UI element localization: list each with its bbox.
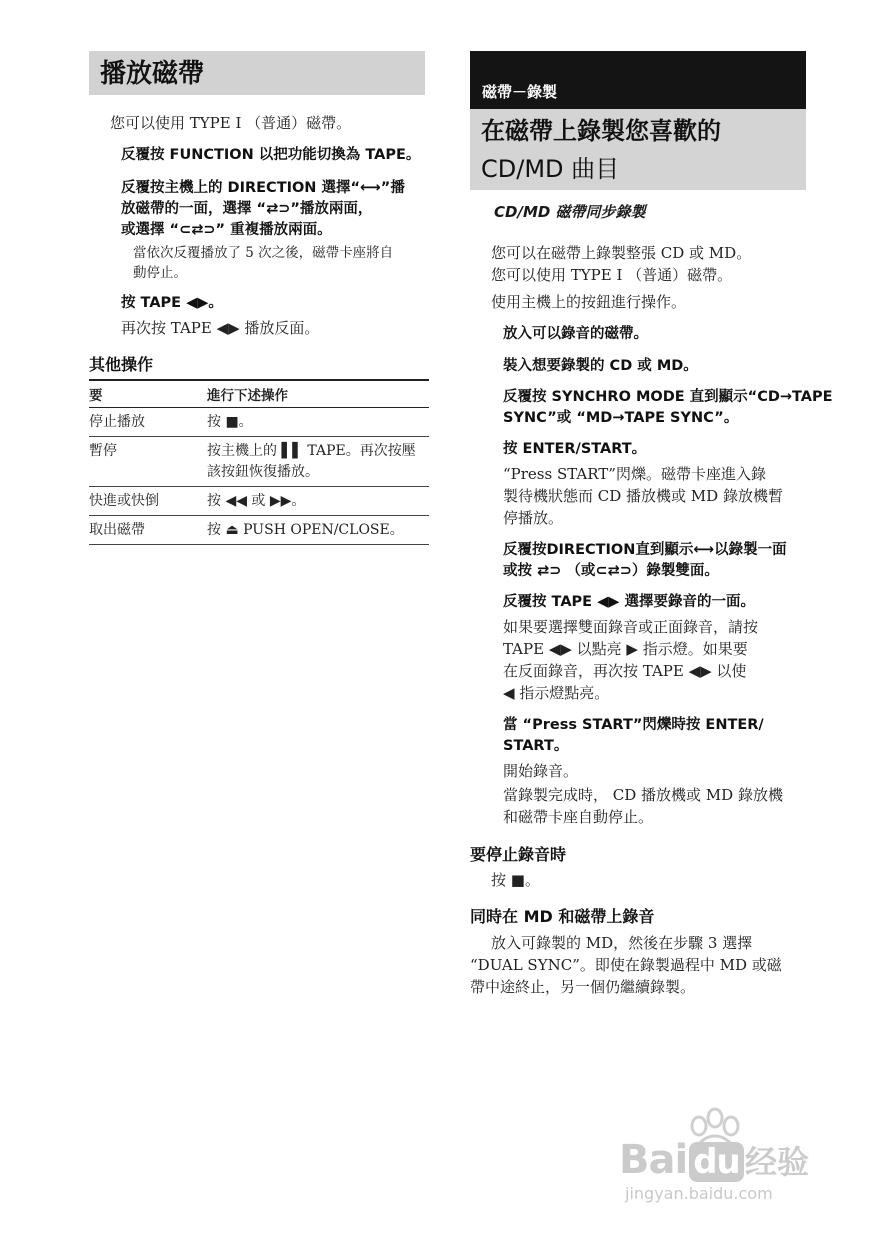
- right-step-1: 放入可以錄音的磁帶。: [503, 326, 648, 342]
- right-intro-2: 您可以使用 TYPE I （普通）磁帶。: [491, 266, 733, 284]
- stop-recording-text: 按 ■。: [491, 871, 540, 889]
- other-ops-heading: 其他操作: [89, 355, 154, 374]
- left-step-2-line1: 反覆按主機上的 DIRECTION 選擇“⟷”播: [121, 180, 405, 196]
- right-step-4-desc-1: “Press START”閃爍。磁帶卡座進入錄: [503, 465, 766, 483]
- right-step-4: 按 ENTER/START。: [503, 441, 647, 457]
- left-step-2-line2: 放磁帶的一面，選擇 “⇄⊃”播放兩面，: [121, 201, 373, 217]
- right-title-line2: CD/MD 曲目: [481, 155, 620, 183]
- left-step-3: 按 TAPE ◀▶。: [121, 295, 223, 311]
- baidu-watermark: [615, 1120, 825, 1210]
- right-step-6-desc-4: ◀ 指示燈點亮。: [503, 684, 610, 702]
- left-step-2-line3: 或選擇 “⊂⇄⊃” 重複播放兩面。: [121, 222, 332, 238]
- table-row: [89, 408, 429, 437]
- table-row: [89, 516, 429, 545]
- right-intro-3: 使用主機上的按鈕進行操作。: [491, 293, 687, 311]
- left-intro: 您可以使用 TYPE I （普通）磁帶。: [110, 114, 352, 132]
- table-row: [89, 487, 429, 516]
- right-step-7-line1: 當 “Press START”閃爍時按 ENTER/: [503, 717, 764, 733]
- right-section-label: 磁帶－錄製: [482, 83, 558, 101]
- right-step-5-line2: 或按 ⇄⊃ （或⊂⇄⊃）錄製雙面。: [503, 563, 719, 579]
- right-step-6-desc-3: 在反面錄音，再次按 TAPE ◀▶ 以使: [503, 662, 747, 680]
- table-header-col2: 進行下述操作: [207, 380, 429, 408]
- right-step-4-desc-3: 停播放。: [503, 509, 564, 527]
- table-row: [89, 437, 429, 487]
- table-header-col1: 要: [89, 380, 207, 408]
- operations-table: [89, 379, 429, 545]
- right-step-5-line1: 反覆按DIRECTION直到顯示⟷以錄製一面: [503, 542, 787, 558]
- table-cell: 暫停: [89, 437, 207, 487]
- right-step-3-line1: 反覆按 SYNCHRO MODE 直到顯示“CD→TAPE: [503, 389, 833, 405]
- right-step-6-desc-1: 如果要選擇雙面錄音或正面錄音，請按: [503, 618, 759, 636]
- right-step-7-line2: START。: [503, 738, 569, 754]
- table-header-row: [89, 380, 429, 408]
- left-step-1: 反覆按 FUNCTION 以把功能切換為 TAPE。: [121, 147, 421, 163]
- watermark-cn: 经验: [745, 1143, 810, 1181]
- left-page-title: 播放磁帶: [100, 59, 205, 89]
- table-cell: 快進或快倒: [89, 487, 207, 516]
- table-cell: 取出磁帶: [89, 516, 207, 545]
- right-step-2: 裝入想要錄製的 CD 或 MD。: [503, 358, 698, 374]
- right-subtitle: CD/MD 磁帶同步錄製: [494, 203, 646, 221]
- stop-recording-heading: 要停止錄音時: [470, 845, 567, 864]
- left-after-step: 再次按 TAPE ◀▶ 播放反面。: [121, 319, 320, 337]
- table-cell: 按 ⏏ PUSH OPEN/CLOSE。: [207, 516, 429, 545]
- right-step-4-desc-2: 製待機狀態而 CD 播放機或 MD 錄放機暫: [503, 487, 783, 505]
- right-step-6: 反覆按 TAPE ◀▶ 選擇要錄音的一面。: [503, 594, 755, 610]
- dual-recording-heading: 同時在 MD 和磁帶上錄音: [470, 907, 655, 926]
- watermark-brand: Bai: [619, 1137, 688, 1183]
- right-step-7-desc-2: 當錄製完成時， CD 播放機或 MD 錄放機: [503, 786, 783, 804]
- watermark-url: jingyan.baidu.com: [625, 1184, 773, 1203]
- table-cell: 按 ◀◀ 或 ▶▶。: [207, 487, 429, 516]
- left-note-line1: 當依次反覆播放了 5 次之後，磁帶卡座將自: [133, 245, 394, 261]
- dual-recording-line2: “DUAL SYNC”。即使在錄製過程中 MD 或磁: [470, 956, 782, 974]
- table-cell: 停止播放: [89, 408, 207, 437]
- right-intro-1: 您可以在磁帶上錄製整張 CD 或 MD。: [491, 244, 752, 262]
- watermark-brand-du: du: [689, 1142, 744, 1182]
- right-step-3-line2: SYNC”或 “MD→TAPE SYNC”。: [503, 410, 739, 426]
- dual-recording-line3: 帶中途終止，另一個仍繼續錄製。: [470, 978, 696, 996]
- right-step-6-desc-2: TAPE ◀▶ 以點亮 ▶ 指示燈。如果要: [503, 640, 748, 658]
- table-cell: 按主機上的 ▌▌ TAPE。再次按壓 該按鈕恢復播放。: [207, 437, 429, 487]
- right-step-7-desc-3: 和磁帶卡座自動停止。: [503, 808, 654, 826]
- left-note-line2: 動停止。: [133, 265, 187, 281]
- right-title-line1: 在磁帶上錄製您喜歡的: [481, 117, 721, 145]
- right-step-7-desc-1: 開始錄音。: [503, 762, 579, 780]
- table-cell: 按 ■。: [207, 408, 429, 437]
- dual-recording-line1: 放入可錄製的 MD，然後在步驟 3 選擇: [491, 934, 753, 952]
